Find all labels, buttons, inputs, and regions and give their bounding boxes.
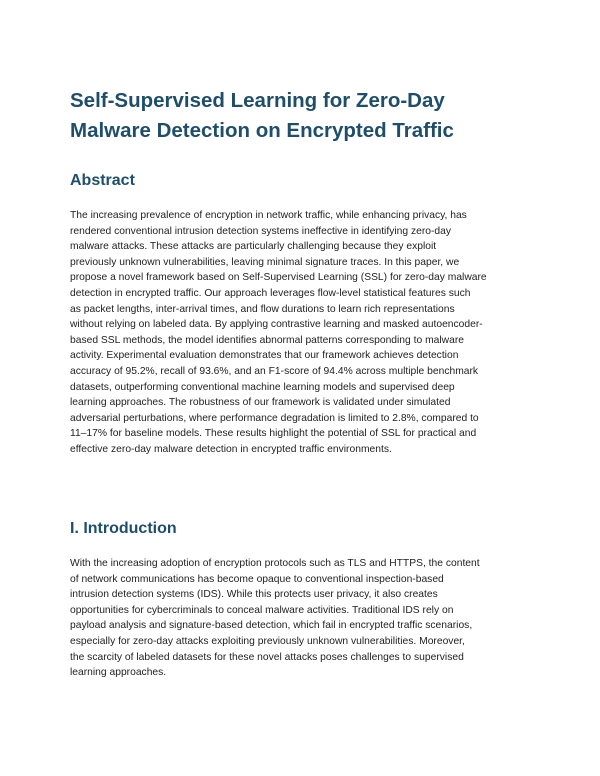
paper-title — [70, 86, 550, 146]
abstract-line: malware attacks. These attacks are particularly challenging because they exploit — [70, 241, 437, 253]
abstract-line: accuracy of 95.2%, recall of 93.6%, and an F1-score of 94.4% across multiple benchmark — [70, 365, 479, 377]
intro-line: learning approaches. — [70, 667, 167, 679]
abstract-line: detection in encrypted traffic. Our approach leverages flow-level statistical features such — [70, 287, 471, 299]
intro-line: opportunities for cybercriminals to conceal malware activities. Traditional IDS rely on — [70, 604, 454, 616]
introduction-heading: I. Introduction — [70, 520, 177, 537]
intro-line: With the increasing adoption of encryption protocols such as TLS and HTTPS, the content — [70, 558, 480, 569]
introduction-paragraph — [70, 556, 536, 681]
abstract-line: previously unknown vulnerabilities, leaving minimal signature traces. In this paper, we — [70, 256, 460, 268]
intro-line: the scarcity of labeled datasets for these novel attacks poses challenges to supervised — [70, 651, 464, 663]
intro-line: intrusion detection systems (IDS). While this protects user privacy, it also creates — [70, 589, 438, 601]
abstract-line: rendered conventional intrusion detection systems ineffective in identifying zero-day — [70, 225, 452, 237]
title-line: Malware Detection on Encrypted Traffic — [70, 119, 454, 142]
abstract-paragraph — [70, 208, 536, 458]
abstract-line: The increasing prevalence of encryption in network traffic, while enhancing privacy, has — [70, 210, 467, 221]
abstract-heading: Abstract — [70, 172, 135, 189]
title-line: Self-Supervised Learning for Zero-Day — [70, 89, 445, 112]
abstract-line: as packet lengths, inter-arrival times, and flow durations to learn rich representations — [70, 303, 455, 315]
abstract-line: activity. Experimental evaluation demonstrates that our framework achieves detection — [70, 350, 459, 362]
abstract-line: effective zero-day malware detection in encrypted traffic environments. — [70, 443, 392, 455]
abstract-line: without relying on labeled data. By applying contrastive learning and masked autoencoder- — [70, 319, 483, 331]
abstract-line: learning approaches. The robustness of our framework is validated under simulated — [70, 397, 451, 409]
abstract-line: based SSL methods, the model identifies abnormal patterns corresponding to malware — [70, 334, 464, 346]
intro-line: of network communications has become opaque to conventional inspection-based — [70, 573, 444, 585]
abstract-line: 11–17% for baseline models. These results highlight the potential of SSL for practical and — [70, 428, 477, 440]
abstract-line: propose a novel framework based on Self-Supervised Learning (SSL) for zero-day malware — [70, 272, 487, 284]
abstract-line: datasets, outperforming conventional machine learning models and supervised deep — [70, 381, 455, 393]
abstract-line: adversarial perturbations, where performance degradation is limited to 2.8%, compared to — [70, 412, 479, 424]
intro-line: payload analysis and signature-based detection, which fail in encrypted traffic scenarios, — [70, 620, 473, 632]
intro-line: especially for zero-day attacks exploiting previously unknown vulnerabilities. Moreover, — [70, 635, 465, 647]
